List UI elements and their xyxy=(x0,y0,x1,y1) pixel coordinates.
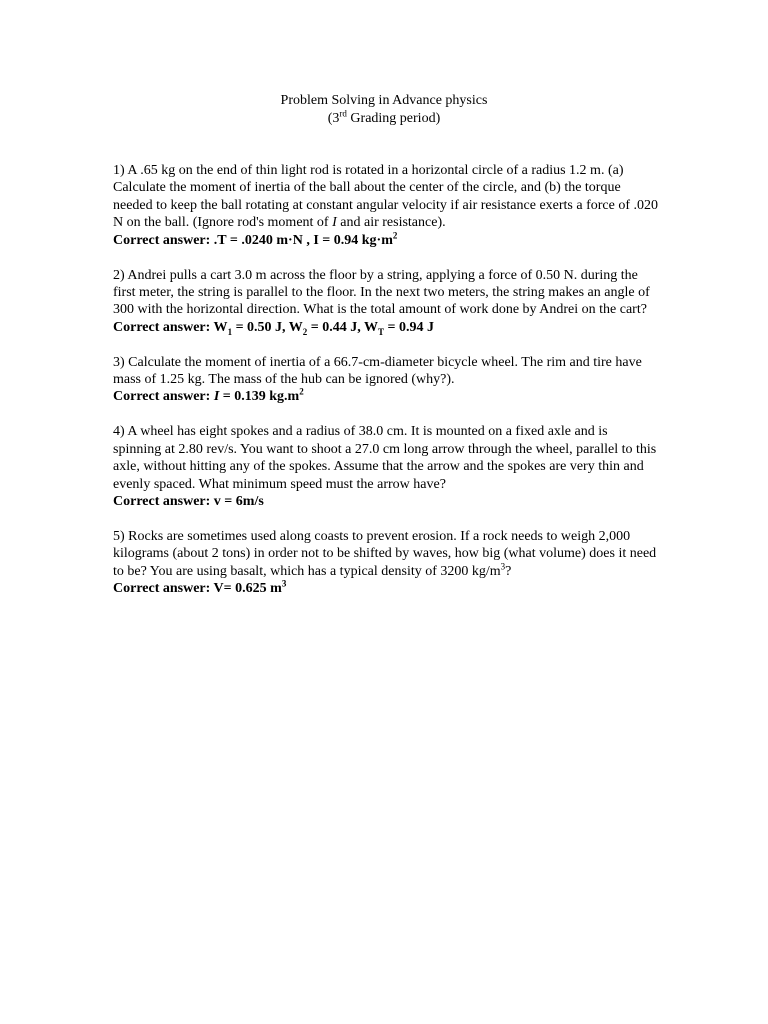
subtitle-open: (3 xyxy=(327,110,340,126)
problem-2-subscript-2: 2 xyxy=(302,326,308,337)
problem-5-answer xyxy=(113,580,658,597)
problem-1-answer-superscript: 2 xyxy=(392,229,398,240)
problem-5-answer-text: Correct answer: V= 0.625 m xyxy=(113,581,282,597)
problem-5-question-superscript: 3 xyxy=(500,561,506,572)
subtitle-superscript: rd xyxy=(339,107,347,118)
problem-2-answer-part-d: = 0.94 J xyxy=(384,319,435,335)
problem-2-question: 2) Andrei pulls a cart 3.0 m across the floor by a string, applying a force of 0.50 N. during the first meter, the string is parallel to the floor. In the next two meters, the string makes an angle of 300 with the horizontal direction. What is the total amount of work done by Andrei on the cart? xyxy=(113,267,650,318)
problem-5-question xyxy=(113,528,658,580)
problem-2-subscript-1: 1 xyxy=(227,326,233,337)
subtitle-rest: Grading period) xyxy=(346,110,441,126)
problem-3-answer-label: Correct answer: xyxy=(113,389,214,405)
problem-4 xyxy=(113,423,658,510)
problem-list xyxy=(113,162,658,615)
problem-1-answer-text: Correct answer: .T = .0240 m·N , I = 0.94 kg·m xyxy=(113,232,393,248)
problem-3-italic-symbol: I xyxy=(213,389,220,405)
document-subtitle xyxy=(0,107,768,128)
document-title: Problem Solving in Advance physics xyxy=(280,93,488,108)
problem-1 xyxy=(113,162,658,249)
problem-1-question-end: and air resistance). xyxy=(336,215,446,231)
problem-1-question xyxy=(113,162,658,232)
problem-1-italic-symbol: I xyxy=(332,215,337,231)
problem-1-question-text: 1) A .65 kg on the end of thin light rod is rotated in a horizontal circle of a radius 1.2 m. (a) Calculate the moment of inertia of the ball about the center of the circle, and (b) the torque needed to keep the ball rotating at constant angular velocity if air resistance exerts a force of .020 N on the ball. (Ignore rod's moment of xyxy=(113,163,659,231)
problem-2 xyxy=(113,267,658,337)
problem-3-answer-value: = 0.139 kg.m xyxy=(219,389,300,405)
problem-2-answer xyxy=(113,319,658,336)
problem-3 xyxy=(113,354,658,406)
problem-4-question: 4) A wheel has eight spokes and a radius of 38.0 cm. It is mounted on a fixed axle and is spinning at 2.80 rev/s. You want to shoot a 27.0 cm long arrow through the wheel, parallel to this axle, without hitting any of the spokes. Assume that the arrow and the spokes are very thin and evenly spaced. What minimum speed must the arrow have? xyxy=(113,424,657,492)
document-header xyxy=(0,92,768,127)
problem-1-answer xyxy=(113,229,658,249)
problem-5-question-text: 5) Rocks are sometimes used along coasts to prevent erosion. If a rock needs to weigh 2,000 kilograms (about 2 tons) in order not to be shifted by waves, how big (what volume) does it need to be? You are using basalt, which has a typical density of 3200 kg/m xyxy=(113,528,657,579)
problem-5-question-end: ? xyxy=(505,563,512,579)
problem-3-answer xyxy=(113,388,658,405)
problem-3-question: 3) Calculate the moment of inertia of a 66.7-cm-diameter bicycle wheel. The rim and tire have mass of 1.25 kg. The mass of the hub can be ignored (why?). xyxy=(113,354,642,388)
problem-4-answer: Correct answer: v = 6m/s xyxy=(113,494,264,509)
problem-2-answer-part-c: = 0.44 J, W xyxy=(307,319,379,335)
problem-5-answer-superscript: 3 xyxy=(281,578,287,589)
problem-2-subscript-t: T xyxy=(378,326,385,337)
problem-3-answer-superscript: 2 xyxy=(299,386,304,397)
problem-2-answer-part-b: = 0.50 J, W xyxy=(232,319,303,335)
problem-2-answer-part-a: Correct answer: W xyxy=(113,319,228,335)
problem-5 xyxy=(113,528,658,598)
